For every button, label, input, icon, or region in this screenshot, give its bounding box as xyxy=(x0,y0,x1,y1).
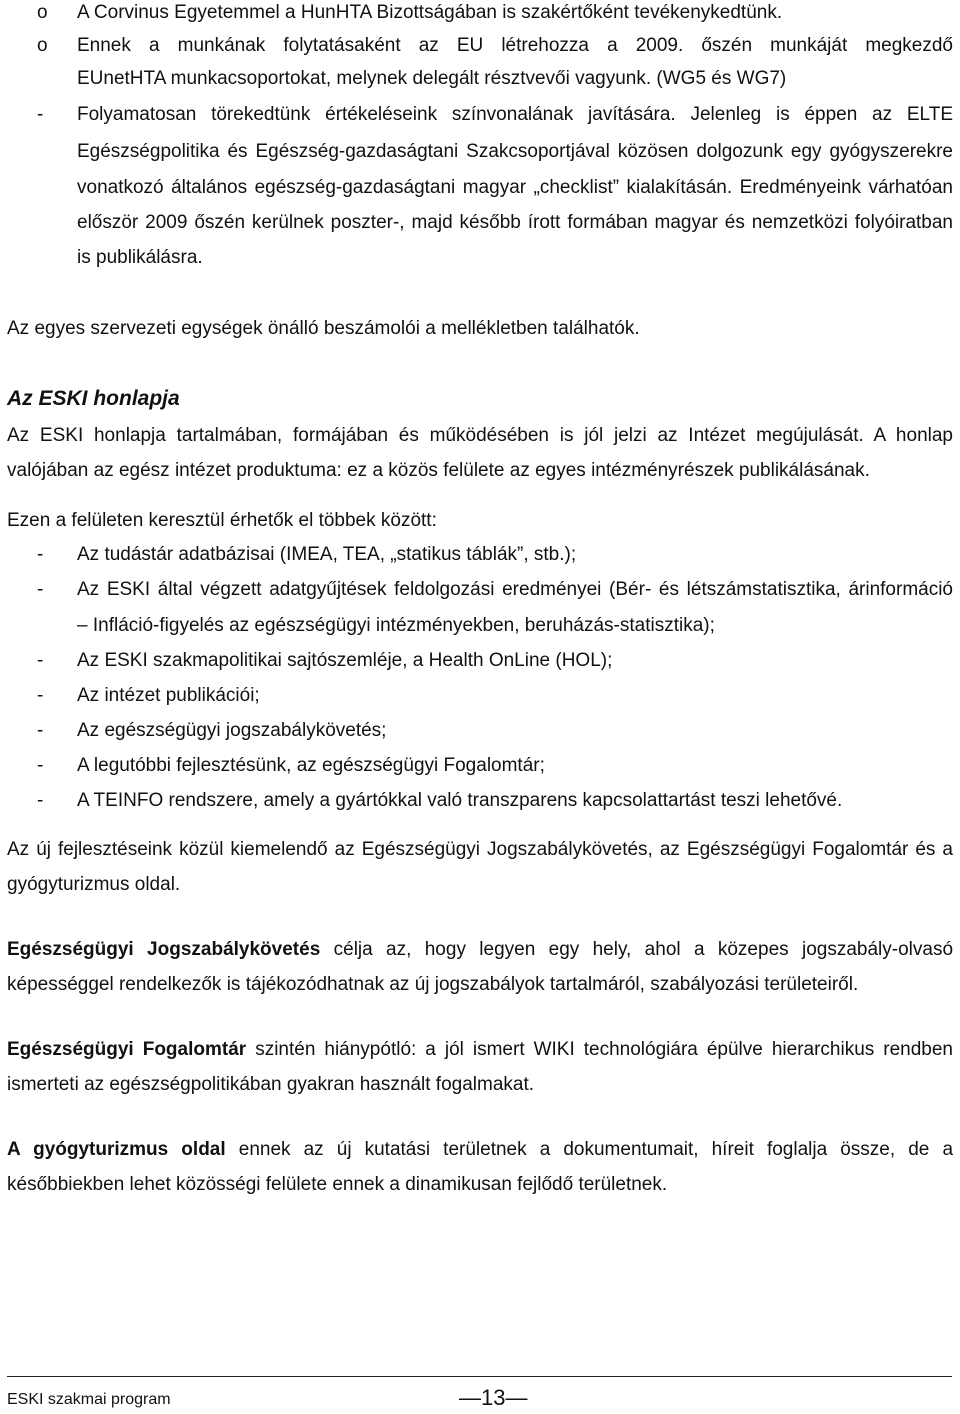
feature-item-6: A legutóbbi fejlesztésünk, az egészségügyi Fogalomtár; xyxy=(77,755,545,776)
feature-item-3: Az ESKI szakmapolitikai sajtószemléje, a Health OnLine (HOL); xyxy=(77,650,613,671)
list-intro: Ezen a felületen keresztül érhetők el többek között: xyxy=(7,510,437,531)
feature-item-2-line-1: Az ESKI által végzett adatgyűjtések feldolgozási eredményei (Bér- és létszámstatisztika, árinformáció xyxy=(77,579,953,600)
list-marker: - xyxy=(37,720,44,741)
fogalomtar-rest: szintén hiánypótló: a jól ismert WIKI technológiára épülve hierarchikus rendben xyxy=(255,1039,953,1060)
dash-para-line-3: vonatkozó általános egészség-gazdaságtani magyar „checklist” kialakításán. Eredményeink várhatóan xyxy=(77,177,953,198)
gyogyturizmus-rest: ennek az új kutatási területnek a dokumentumait, híreit foglalja össze, de a xyxy=(238,1139,954,1160)
list-marker: o xyxy=(37,35,48,56)
dash-para-line-1: Folyamatosan törekedtünk értékeléseink színvonalának javítására. Jelenleg is éppen az ELTE xyxy=(77,104,953,125)
list-marker: - xyxy=(37,755,44,776)
new-dev-line-1: Az új fejlesztéseink közül kiemelendő az Egészségügyi Jogszabálykövetés, az Egészségügyi Fogalomtár és a xyxy=(7,839,953,860)
fogalomtar-para-line-1 xyxy=(7,1037,953,1063)
intro-item-2-line-2: EUnetHTA munkacsoportokat, melynek delegált résztvevői vagyunk. (WG5 és WG7) xyxy=(77,68,787,89)
dash-para-line-5: is publikálásra. xyxy=(77,247,203,268)
feature-item-2-line-2: – Infláció-figyelés az egészségügyi intézményekben, beruházás-statisztika); xyxy=(77,615,715,636)
intro-item-2-line-1: Ennek a munkának folytatásaként az EU létrehozza a 2009. őszén munkáját megkezdő xyxy=(77,35,953,56)
page-number-dash-left: — xyxy=(459,1385,481,1410)
page-number xyxy=(459,1384,527,1412)
honlap-para-line-1: Az ESKI honlapja tartalmában, formájában és működésében is jól jelzi az Intézet megújulását. A honlap xyxy=(7,425,953,446)
section-heading: Az ESKI honlapja xyxy=(7,387,180,410)
jogszabaly-para-line-1 xyxy=(7,937,953,963)
list-marker: - xyxy=(37,790,44,811)
list-marker: - xyxy=(37,579,44,600)
fogalomtar-para-line-2: ismerteti az egészségpolitikában gyakran használt fogalmakat. xyxy=(7,1074,535,1095)
list-marker: - xyxy=(37,650,44,671)
jogszabaly-term: Egészségügyi Jogszabálykövetés xyxy=(7,939,321,960)
feature-item-1: Az tudástár adatbázisai (IMEA, TEA, „statikus táblák”, stb.); xyxy=(77,544,577,565)
gyogyturizmus-para-line-2: későbbiekben lehet közösségi felülete ennek a dinamikusan fejlődő területnek. xyxy=(7,1174,668,1195)
list-marker: - xyxy=(37,104,44,125)
gyogyturizmus-term: A gyógyturizmus oldal xyxy=(7,1139,226,1160)
dash-para-line-2: Egészségpolitika és Egészség-gazdaságtani Szakcsoportjával közösen dolgozunk egy gyógyszerekre xyxy=(77,141,953,162)
units-sentence: Az egyes szervezeti egységek önálló beszámolói a mellékletben találhatók. xyxy=(7,318,640,339)
feature-item-4: Az intézet publikációi; xyxy=(77,685,260,706)
page-number-value: 13 xyxy=(481,1385,506,1410)
fogalomtar-term: Egészségügyi Fogalomtár xyxy=(7,1039,247,1060)
gyogyturizmus-para-line-1 xyxy=(7,1137,953,1163)
new-dev-line-2: gyógyturizmus oldal. xyxy=(7,874,181,895)
jogszabaly-rest: célja az, hogy legyen egy hely, ahol a közepes jogszabály-olvasó xyxy=(333,939,954,960)
feature-item-7: A TEINFO rendszere, amely a gyártókkal való transzparens kapcsolattartást teszi lehetővé. xyxy=(77,790,843,811)
footer-rule xyxy=(7,1376,952,1377)
list-marker: - xyxy=(37,544,44,565)
footer-title: ESKI szakmai program xyxy=(7,1391,171,1408)
list-marker: - xyxy=(37,685,44,706)
jogszabaly-para-line-2: képességgel rendelkezők is tájékozódhatnak az új jogszabályok tartalmáról, szabályozási területeiről. xyxy=(7,974,859,995)
intro-item-1: A Corvinus Egyetemmel a HunHTA Bizottságában is szakértőként tevékenykedtünk. xyxy=(77,2,783,23)
page-number-dash-right: — xyxy=(505,1385,528,1410)
list-marker: o xyxy=(37,2,48,23)
honlap-para-line-2: valójában az egész intézet produktuma: ez a közös felülete az egyes intézményrészek publikálásának. xyxy=(7,460,870,481)
dash-para-line-4: először 2009 őszén kerülnek poszter-, majd később írott formában magyar és nemzetközi folyóiratban xyxy=(77,212,953,233)
feature-item-5: Az egészségügyi jogszabálykövetés; xyxy=(77,720,387,741)
